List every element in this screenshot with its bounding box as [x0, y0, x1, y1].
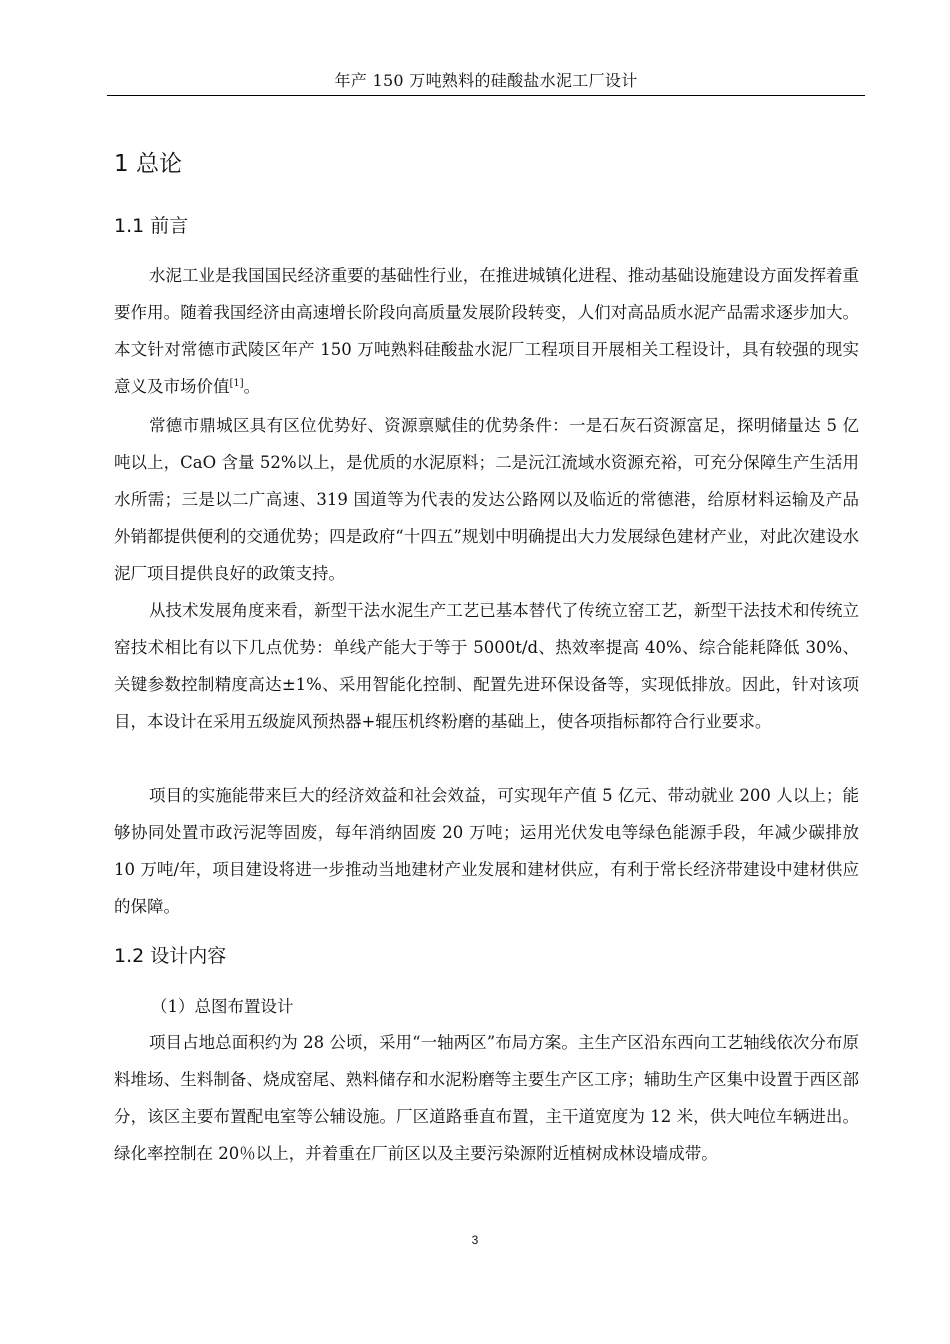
paragraph-preface-1-end: 。 [243, 377, 261, 396]
paragraph-preface-4: 项目的实施能带来巨大的经济效益和社会效益，可实现年产值 5 亿元、带动就业 200 人以上；能够协同处置市政污泥等固废，每年消纳固废 20 万吨；运用光伏发电等绿色能源手段，年减少碳排放 10 万吨/年，项目建设将进一步推动当地建材产业发展和建材供应，有利于常长经济带建设中建材供应的保障。 [114, 786, 859, 916]
subsection-heading-layout: （1）总图布置设计 [151, 997, 294, 1016]
paragraph-preface-1-text: 水泥工业是我国国民经济重要的基础性行业，在推进城镇化进程、推动基础设施建设方面发挥着重要作用。随着我国经济由高速增长阶段向高质量发展阶段转变，人们对高品质水泥产品需求逐步加大。本文针对常德市武陵区年产 150 万吨熟料硅酸盐水泥厂工程项目开展相关工程设计，具有较强的现实意义及市场价值 [114, 266, 859, 396]
citation-ref: [1] [229, 378, 244, 389]
header-rule [107, 95, 865, 96]
paragraph-preface-2: 常德市鼎城区具有区位优势好、资源禀赋佳的优势条件：一是石灰石资源富足，探明储量达 5 亿吨以上，CaO 含量 52%以上，是优质的水泥原料；二是沅江流域水资源充裕，可充分保障生产生活用水所需；三是以二广高速、319 国道等为代表的发达公路网以及临近的常德港，给原材料运输及产品外销都提供便利的交通优势；四是政府“十四五”规划中明确提出大力发展绿色建材产业，对此次建设水泥厂项目提供良好的政策支持。 [114, 416, 859, 583]
paragraph-preface-1 [114, 257, 859, 405]
running-header: 年产 150 万吨熟料的硅酸盐水泥工厂设计 [334, 71, 638, 90]
paragraph-preface-3: 从技术发展角度来看，新型干法水泥生产工艺已基本替代了传统立窑工艺，新型干法技术和传统立窑技术相比有以下几点优势：单线产能大于等于 5000t/d、热效率提高 40%、综合能耗降低 30%、关键参数控制精度高达±1%、采用智能化控制、配置先进环保设备等，实现低排放。因此，针对该项目，本设计在采用五级旋风预热器+辊压机终粉磨的基础上，使各项指标都符合行业要求。 [114, 601, 859, 731]
section-heading-1-2: 1.2 设计内容 [114, 945, 227, 967]
paragraph-layout-design: 项目占地总面积约为 28 公顷，采用“一轴两区”布局方案。主生产区沿东西向工艺轴线依次分布原料堆场、生料制备、烧成窑尾、熟料储存和水泥粉磨等主要生产区工序；辅助生产区集中设置于西区部分，该区主要布置配电室等公辅设施。厂区道路垂直布置，主干道宽度为 12 米，供大吨位车辆进出。绿化率控制在 20％以上，并着重在厂前区以及主要污染源附近植树成林设墙成带。 [114, 1033, 859, 1163]
chapter-heading: 1 总论 [114, 151, 182, 177]
page-number: 3 [471, 1233, 479, 1247]
section-heading-1-1: 1.1 前言 [114, 215, 189, 237]
